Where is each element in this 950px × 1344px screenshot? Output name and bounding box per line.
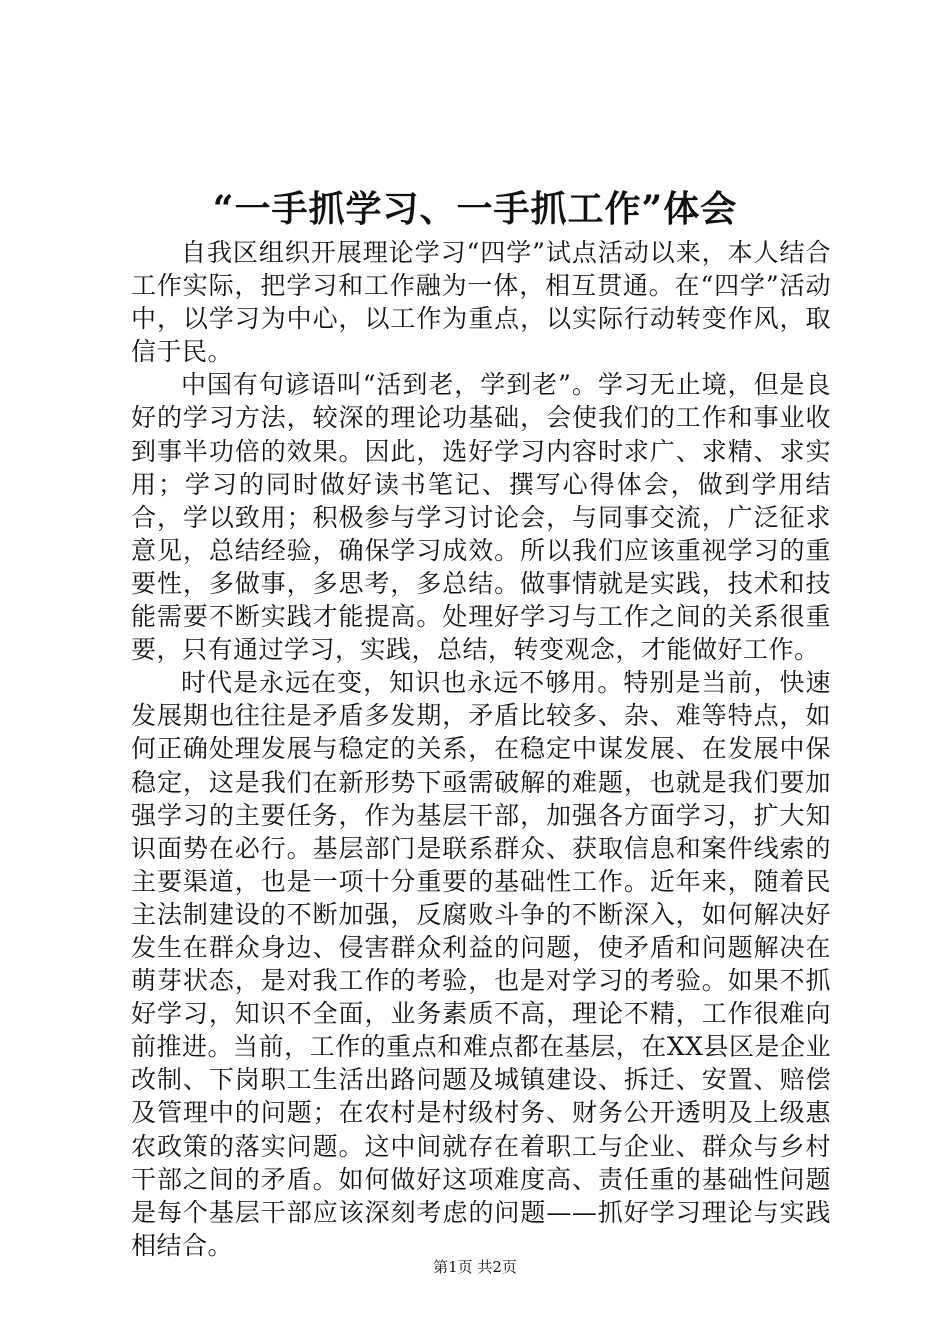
paragraph-1: 自我区组织开展理论学习“四学”试点活动以来，本人结合工作实际，把学习和工作融为一体，相互贯通。在“四学”活动中，以学习为中心，以工作为重点，以实际行动转变作风，取信于民。 <box>131 238 831 367</box>
page-number-footer: 第1页 共2页 <box>433 1258 517 1276</box>
paragraph-2: 中国有句谚语叫“活到老，学到老”。学习无止境，但是良好的学习方法，较深的理论功基础，会使我们的工作和事业收到事半功倍的效果。因此，选好学习内容时求广、求精、求实用；学习的同时做好读书笔记、撰写心得体会，做到学用结合，学以致用；积极参与学习讨论会，与同事交流，广泛征求意见，总结经验，确保学习成效。所以我们应该重视学习的重要性，多做事，多思考，多总结。做事情就是实践，技术和技能需要不断实践才能提高。处理好学习与工作之间的关系很重要，只有通过学习，实践，总结，转变观念，才能做好工作。 <box>131 370 831 665</box>
paragraph-3: 时代是永远在变，知识也永远不够用。特别是当前，快速发展期也往往是矛盾多发期，矛盾比较多、杂、难等特点，如何正确处理发展与稳定的关系，在稳定中谋发展、在发展中保稳定，这是我们在新形势下亟需破解的难题，也就是我们要加强学习的主要任务，作为基层干部，加强各方面学习，扩大知识面势在必行。基层部门是联系群众、获取信息和案件线索的主要渠道，也是一项十分重要的基础性工作。近年来，随着民主法制建设的不断加强，反腐败斗争的不断深入，如何解决好发生在群众身边、侵害群众利益的问题，使矛盾和问题解决在萌芽状态，是对我工作的考验，也是对学习的考验。如果不抓好学习，知识不全面，业务素质不高，理论不精，工作很难向前推进。当前，工作的重点和难点都在基层，在XX县区是企业改制、下岗职工生活出路问题及城镇建设、拆迁、安置、赔偿及管理中的问题；在农村是村级村务、财务公开透明及上级惠农政策的落实问题。这中间就存在着职工与企业、群众与乡村干部之间的矛盾。如何做好这项难度高、责任重的基础性问题是每个基层干部应该深刻考虑的问题——抓好学习理论与实践相结合。 <box>131 668 831 1260</box>
document-title: “一手抓学习、一手抓工作”体会 <box>212 188 738 230</box>
document-body <box>131 236 831 1262</box>
